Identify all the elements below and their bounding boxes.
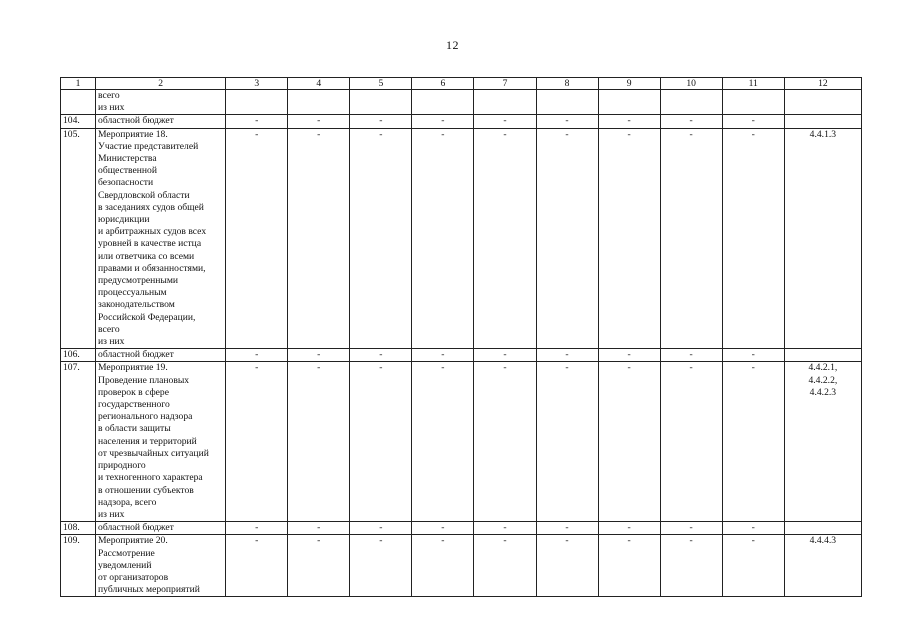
value-cell: - [474,362,536,522]
value-cell: - [412,349,474,362]
description-line: в отношении субъектов [98,484,194,496]
value-cell: - [660,522,722,535]
value-cell: - [412,115,474,128]
description-line: юрисдикции [98,214,150,226]
description-line: проверок в сфере [98,386,169,398]
value-cell: - [350,535,412,597]
description-line: из них [98,508,125,520]
target-code-cell [784,90,861,115]
description-line: предусмотренными [98,275,179,287]
value-cell: - [474,535,536,597]
header-cell: 6 [412,78,474,90]
description-line: безопасности [98,177,154,189]
value-cell: - [350,362,412,522]
description-line: публичных мероприятий [98,584,200,596]
header-cell: 1 [61,78,96,90]
header-row [61,78,862,90]
description-line: от чрезвычайных ситуаций [98,447,209,459]
value-cell: - [536,522,598,535]
value-cell [474,90,536,115]
description-line: природного [98,460,146,472]
value-cell: - [722,522,784,535]
description-cell [96,535,226,597]
description-line: правами и обязанностями, [98,262,206,274]
value-cell: - [722,535,784,597]
value-cell [722,90,784,115]
value-cell: - [226,349,288,362]
description-line: и арбитражных судов всех [98,226,207,238]
value-cell [412,90,474,115]
description-line: в заседаниях судов общей [98,201,204,213]
target-code-line: 4.4.2.1, [808,362,838,374]
description-line: в области защиты [98,423,171,435]
value-cell: - [350,522,412,535]
value-cell: - [598,535,660,597]
target-code-cell [784,535,861,597]
description-line: областной бюджет [98,349,174,361]
value-cell: - [226,115,288,128]
value-cell: - [474,128,536,349]
description-line: Мероприятие 18. [98,128,168,140]
value-cell: - [598,522,660,535]
value-cell: - [722,128,784,349]
value-cell: - [474,522,536,535]
target-code-cell [784,522,861,535]
value-cell: - [536,115,598,128]
description-line: Мероприятие 19. [98,362,168,374]
value-cell: - [722,115,784,128]
description-line: от организаторов [98,571,169,583]
description-line: уведомлений [98,559,152,571]
header-cell: 4 [288,78,350,90]
value-cell [350,90,412,115]
value-cell: - [288,128,350,349]
value-cell: - [660,115,722,128]
header-cell: 5 [350,78,412,90]
value-cell: - [598,128,660,349]
value-cell [288,90,350,115]
table-row [61,115,862,128]
row-number-cell: 107. [61,362,96,522]
description-line: уровней в качестве истца [98,238,202,250]
description-line: всего [98,323,120,335]
row-number-cell [61,90,96,115]
description-cell [96,522,226,535]
description-line: Проведение плановых [98,374,190,386]
page-number: 12 [446,38,459,52]
value-cell: - [660,128,722,349]
description-line: областной бюджет [98,522,174,534]
value-cell: - [412,522,474,535]
value-cell: - [288,522,350,535]
header-cell: 11 [722,78,784,90]
description-cell [96,90,226,115]
target-code-line: 4.4.1.3 [809,128,837,140]
value-cell: - [412,128,474,349]
value-cell: - [598,115,660,128]
row-number-cell: 106. [61,349,96,362]
header-cell: 12 [784,78,861,90]
value-cell [598,90,660,115]
description-cell [96,349,226,362]
value-cell: - [226,128,288,349]
target-code-cell [784,349,861,362]
value-cell: - [536,349,598,362]
header-cell: 10 [660,78,722,90]
value-cell [660,90,722,115]
description-line: Российской Федерации, [98,311,196,323]
description-line: законодательством [98,299,175,311]
value-cell: - [598,362,660,522]
description-line: процессуальным [98,287,167,299]
value-cell: - [288,349,350,362]
description-line: Участие представителей [98,140,199,152]
value-cell: - [412,362,474,522]
value-cell: - [412,535,474,597]
table-row [61,522,862,535]
target-code-cell [784,128,861,349]
value-cell [536,90,598,115]
description-line: из них [98,336,125,348]
row-number-cell: 105. [61,128,96,349]
header-cell: 7 [474,78,536,90]
description-cell [96,115,226,128]
description-cell [96,362,226,522]
header-cell: 8 [536,78,598,90]
value-cell: - [474,349,536,362]
description-line: всего [98,90,120,101]
value-cell: - [226,535,288,597]
target-code-line: 4.4.2.2, [808,374,838,386]
target-code-line: 4.4.2.3 [809,386,837,398]
header-cell: 3 [226,78,288,90]
value-cell: - [660,362,722,522]
table-row [61,128,862,349]
value-cell: - [288,115,350,128]
value-cell: - [350,128,412,349]
value-cell: - [660,349,722,362]
description-line: населения и территорий [98,435,197,447]
value-cell: - [226,362,288,522]
description-line: или ответчика со всеми [98,250,195,262]
value-cell: - [288,535,350,597]
value-cell: - [474,115,536,128]
value-cell [226,90,288,115]
value-cell: - [598,349,660,362]
row-number-cell: 109. [61,535,96,597]
description-line: общественной [98,165,157,177]
target-code-cell [784,115,861,128]
table-row [61,362,862,522]
budget-table [60,77,862,597]
value-cell: - [536,128,598,349]
row-number-cell: 108. [61,522,96,535]
description-line: Рассмотрение [98,547,155,559]
description-line: Министерства [98,153,157,165]
description-line: Мероприятие 20. [98,535,168,547]
target-code-cell [784,362,861,522]
description-line: надзора, всего [98,496,157,508]
table-row [61,90,862,115]
value-cell: - [350,115,412,128]
table-row [61,535,862,597]
description-line: областной бюджет [98,115,174,127]
value-cell: - [536,535,598,597]
description-line: государственного [98,399,170,411]
description-line: Свердловской области [98,189,190,201]
value-cell: - [660,535,722,597]
value-cell: - [536,362,598,522]
value-cell: - [226,522,288,535]
description-cell [96,128,226,349]
table-row [61,349,862,362]
header-cell: 9 [598,78,660,90]
description-line: и техногенного характера [98,472,203,484]
header-cell: 2 [96,78,226,90]
description-line: регионального надзора [98,411,193,423]
description-line: из них [98,102,125,114]
value-cell: - [722,362,784,522]
value-cell: - [350,349,412,362]
value-cell: - [288,362,350,522]
target-code-line: 4.4.4.3 [809,535,837,547]
value-cell: - [722,349,784,362]
row-number-cell: 104. [61,115,96,128]
